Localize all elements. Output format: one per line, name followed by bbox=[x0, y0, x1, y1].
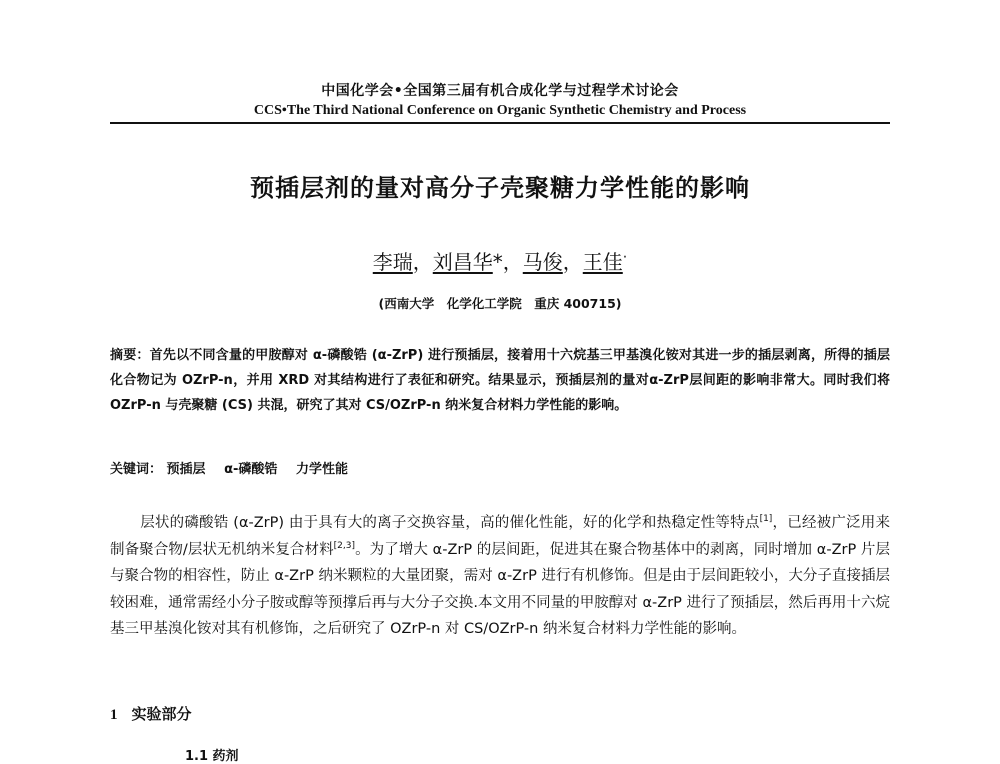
section-title: 实验部分 bbox=[131, 705, 192, 723]
introduction-paragraph bbox=[110, 510, 890, 643]
author-4: 王佳 bbox=[582, 250, 623, 274]
reference-2-3: [2,3] bbox=[333, 540, 355, 551]
author-separator: ， bbox=[562, 250, 583, 274]
paper-title: 预插层剂的量对高分子壳聚糖力学性能的影响 bbox=[250, 174, 750, 202]
corresponding-author-mark: * bbox=[492, 250, 503, 274]
abstract bbox=[110, 343, 890, 418]
keywords bbox=[110, 458, 890, 477]
author-list bbox=[0, 246, 1000, 275]
author-2: 刘昌华 bbox=[432, 250, 493, 274]
author-separator: ， bbox=[502, 250, 523, 274]
affiliation: (西南大学 化学化工学院 重庆 400715) bbox=[378, 296, 622, 311]
header-divider bbox=[110, 122, 890, 124]
abstract-label: 摘要： bbox=[110, 348, 150, 363]
partial-subsection-heading: 1.1 药剂 bbox=[185, 749, 239, 764]
author-4-mark: · bbox=[622, 249, 628, 266]
abstract-text: 首先以不同含量的甲胺醇对 α-磷酸锆 (α-ZrP) 进行预插层，接着用十六烷基三甲基溴化铵对其进一步的插层剥离，所得的插层化合物记为 OZrP-n，并用 XRD 对其结构进行了表征和研究。结果显示，预插层剂的量对α-ZrP层间距的影响非常大。同时我们将 OZrP-n 与壳聚糖 (CS) 共混，研究了其对 CS/OZrP-n 纳米复合材料力学性能的影响。 bbox=[110, 348, 890, 413]
author-1: 李瑞 bbox=[372, 250, 413, 274]
reference-1: [1] bbox=[759, 514, 773, 525]
intro-part-1: 层状的磷酸锆 (α-ZrP) 由于具有大的离子交换容量，高的催化性能，好的化学和热稳定性等特点 bbox=[140, 515, 760, 531]
section-number: 1 bbox=[110, 707, 118, 723]
keyword-item: α-磷酸锆 bbox=[224, 462, 278, 477]
keyword-item: 力学性能 bbox=[295, 462, 348, 477]
conference-header-chinese: 中国化学会•全国第三届有机合成化学与过程学术讨论会 bbox=[321, 83, 679, 99]
section-heading bbox=[110, 703, 192, 724]
intro-part-2: ，已经被广泛用来制备聚合物/层状无机纳米复合材料 bbox=[110, 515, 890, 558]
keyword-item: 预插层 bbox=[166, 462, 206, 477]
conference-header-english: CCS•The Third National Conference on Organic Synthetic Chemistry and Process bbox=[253, 103, 747, 118]
author-separator: ， bbox=[412, 250, 433, 274]
intro-part-3: 。为了增大 α-ZrP 的层间距，促进其在聚合物基体中的剥离，同时增加 α-ZrP 片层与聚合物的相容性，防止 α-ZrP 纳米颗粒的大量团聚，需对 α-ZrP 进行有机修饰。但是由于层间距较小，大分子直接插层较困难，通常需经小分子胺或醇等预撑后再与大分子交换.本文用不同量的甲胺醇对 α-ZrP 进行了预插层，然后再用十六烷基三甲基溴化铵对其有机修饰，之后研究了 OZrP-n 对 CS/OZrP-n 纳米复合材料力学性能的影响。 bbox=[110, 541, 890, 637]
author-3: 马俊 bbox=[522, 250, 563, 274]
keywords-label: 关键词： bbox=[110, 462, 163, 477]
